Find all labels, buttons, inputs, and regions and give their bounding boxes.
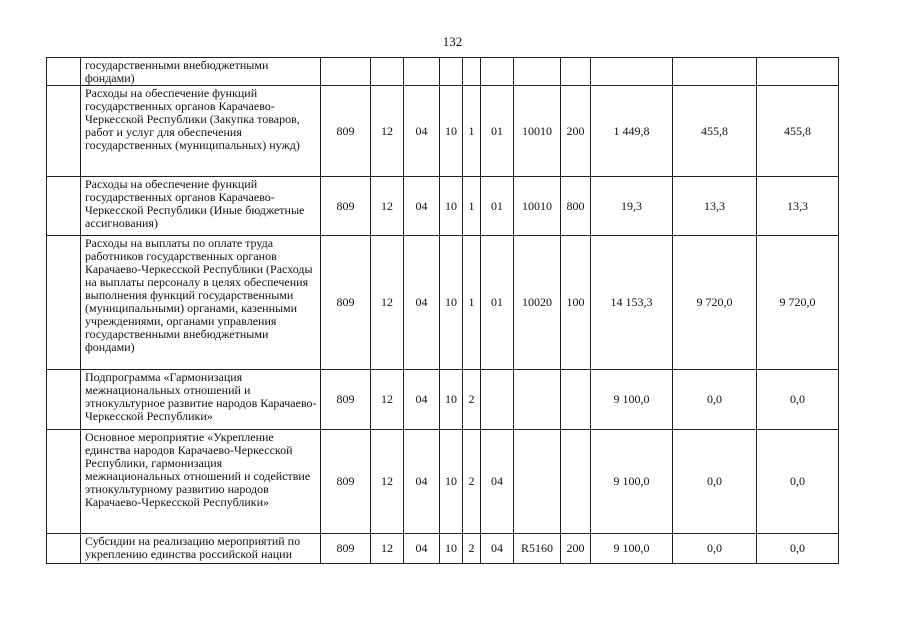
subsection-code-cell: 04	[404, 430, 440, 534]
ministry-code-cell	[321, 58, 371, 86]
subsection-code-cell	[404, 58, 440, 86]
event-code-cell: 04	[481, 534, 514, 564]
section-code-cell: 12	[371, 370, 404, 430]
direction-code-cell: 10010	[514, 86, 561, 177]
table-body	[47, 58, 839, 564]
subprogram-code-cell: 1	[463, 177, 481, 236]
program-code-cell: 10	[440, 430, 463, 534]
table-row	[47, 58, 839, 86]
expense-type-cell	[561, 370, 591, 430]
event-code-cell: 01	[481, 236, 514, 370]
description-cell: государственными внебюджетными фондами)	[81, 58, 321, 86]
table-row	[47, 430, 839, 534]
subprogram-code-cell	[463, 58, 481, 86]
program-code-cell: 10	[440, 370, 463, 430]
direction-code-cell: R5160	[514, 534, 561, 564]
description-cell: Основное мероприятие «Укрепление единства народов Карачаево-Черкесской Республики, гармонизация межнациональных отношений и содействие этнокультурному развитию народов Карачаево-Черкесской Республики»	[81, 430, 321, 534]
section-code-cell: 12	[371, 177, 404, 236]
program-code-cell: 10	[440, 86, 463, 177]
amount-cell: 14 153,3	[591, 236, 673, 370]
section-code-cell: 12	[371, 236, 404, 370]
subprogram-code-cell: 1	[463, 86, 481, 177]
subprogram-code-cell: 2	[463, 430, 481, 534]
amount-cell: 9 100,0	[591, 534, 673, 564]
amount-cell	[673, 58, 757, 86]
expense-type-cell: 100	[561, 236, 591, 370]
amount-cell: 455,8	[673, 86, 757, 177]
program-code-cell: 10	[440, 534, 463, 564]
index-cell	[47, 58, 81, 86]
amount-cell: 13,3	[673, 177, 757, 236]
subsection-code-cell: 04	[404, 177, 440, 236]
amount-cell: 13,3	[757, 177, 839, 236]
amount-cell	[757, 58, 839, 86]
amount-cell: 0,0	[757, 370, 839, 430]
event-code-cell: 01	[481, 177, 514, 236]
subprogram-code-cell: 1	[463, 236, 481, 370]
expense-type-cell	[561, 58, 591, 86]
subsection-code-cell: 04	[404, 86, 440, 177]
amount-cell: 0,0	[673, 370, 757, 430]
program-code-cell	[440, 58, 463, 86]
amount-cell: 9 720,0	[757, 236, 839, 370]
index-cell	[47, 370, 81, 430]
subsection-code-cell: 04	[404, 534, 440, 564]
amount-cell: 0,0	[757, 534, 839, 564]
event-code-cell	[481, 370, 514, 430]
subprogram-code-cell: 2	[463, 534, 481, 564]
amount-cell: 9 100,0	[591, 370, 673, 430]
subsection-code-cell: 04	[404, 236, 440, 370]
program-code-cell: 10	[440, 177, 463, 236]
ministry-code-cell: 809	[321, 534, 371, 564]
direction-code-cell	[514, 370, 561, 430]
amount-cell: 19,3	[591, 177, 673, 236]
table-row	[47, 177, 839, 236]
expense-type-cell	[561, 430, 591, 534]
description-cell: Субсидии на реализацию мероприятий по укреплению единства российской нации	[81, 534, 321, 564]
amount-cell: 9 100,0	[591, 430, 673, 534]
description-cell: Расходы на обеспечение функций государственных органов Карачаево-Черкесской Республики (Иные бюджетные ассигнования)	[81, 177, 321, 236]
index-cell	[47, 534, 81, 564]
table-row	[47, 370, 839, 430]
section-code-cell: 12	[371, 534, 404, 564]
table-row	[47, 534, 839, 564]
amount-cell: 9 720,0	[673, 236, 757, 370]
subsection-code-cell: 04	[404, 370, 440, 430]
index-cell	[47, 177, 81, 236]
budget-table	[46, 57, 839, 564]
page-number: 132	[442, 34, 463, 49]
section-code-cell	[371, 58, 404, 86]
index-cell	[47, 430, 81, 534]
amount-cell: 0,0	[673, 534, 757, 564]
program-code-cell: 10	[440, 236, 463, 370]
amount-cell	[591, 58, 673, 86]
direction-code-cell	[514, 58, 561, 86]
description-cell: Расходы на выплаты по оплате труда работников государственных органов Карачаево-Черкесской Республики (Расходы на выплаты персоналу в целях обеспечения выполнения функций государственными (муниципальными) органами, казенными учреждениями, органами управления государственными внебюджетными фондами)	[81, 236, 321, 370]
direction-code-cell: 10020	[514, 236, 561, 370]
index-cell	[47, 86, 81, 177]
direction-code-cell: 10010	[514, 177, 561, 236]
table-row	[47, 236, 839, 370]
description-cell: Расходы на обеспечение функций государственных органов Карачаево-Черкесской Республики (Закупка товаров, работ и услуг для обеспечения государственных (муниципальных) нужд)	[81, 86, 321, 177]
ministry-code-cell: 809	[321, 370, 371, 430]
ministry-code-cell: 809	[321, 86, 371, 177]
expense-type-cell: 800	[561, 177, 591, 236]
event-code-cell: 04	[481, 430, 514, 534]
ministry-code-cell: 809	[321, 430, 371, 534]
section-code-cell: 12	[371, 430, 404, 534]
amount-cell: 0,0	[757, 430, 839, 534]
ministry-code-cell: 809	[321, 236, 371, 370]
expense-type-cell: 200	[561, 534, 591, 564]
section-code-cell: 12	[371, 86, 404, 177]
amount-cell: 455,8	[757, 86, 839, 177]
table-row	[47, 86, 839, 177]
event-code-cell	[481, 58, 514, 86]
index-cell	[47, 236, 81, 370]
ministry-code-cell: 809	[321, 177, 371, 236]
event-code-cell: 01	[481, 86, 514, 177]
subprogram-code-cell: 2	[463, 370, 481, 430]
amount-cell: 1 449,8	[591, 86, 673, 177]
description-cell: Подпрограмма «Гармонизация межнациональных отношений и этнокультурное развитие народов Карачаево-Черкесской Республики»	[81, 370, 321, 430]
amount-cell: 0,0	[673, 430, 757, 534]
direction-code-cell	[514, 430, 561, 534]
expense-type-cell: 200	[561, 86, 591, 177]
